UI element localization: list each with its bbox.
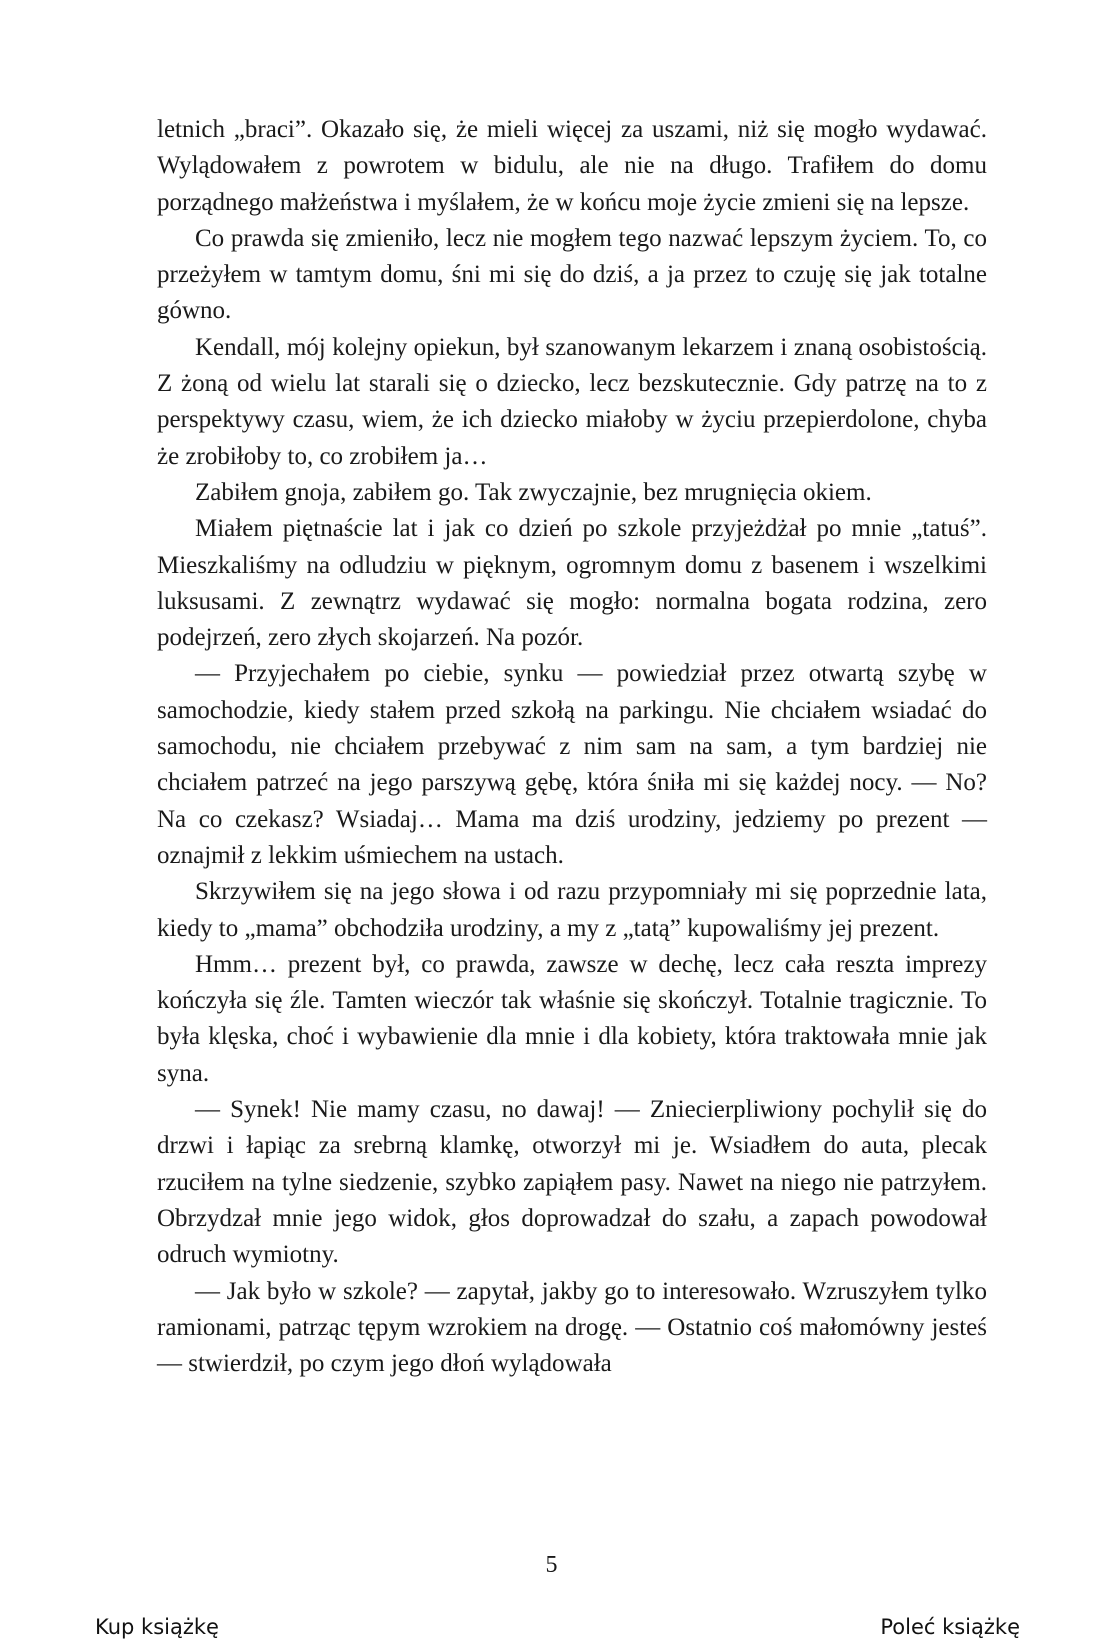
buy-book-link[interactable]: Kup książkę	[95, 1615, 219, 1639]
paragraph-6: — Przyjechałem po ciebie, synku — powiedział przez otwartą szybę w samochodzie, kiedy stałem przed szkołą na parkingu. Nie chciałem wsiadać do samochodu, nie chciałem przebywać z nim sam na sam, a tym bardziej nie chciałem patrzeć na jego parszywą gębę, która śniła mi się każdej nocy. — No? Na co czekasz? Wsiadaj… Mama ma dziś urodziny, jedziemy po prezent — oznajmił z lekkim uśmiechem na ustach.	[157, 660, 987, 869]
paragraph-2: Co prawda się zmieniło, lecz nie mogłem tego nazwać lepszym życiem. To, co przeżyłem w tamtym domu, śni mi się do dziś, a ja przez to czuję się jak totalne gówno.	[157, 224, 987, 325]
paragraph-8: Hmm… prezent był, co prawda, zawsze w dechę, lecz cała reszta imprezy kończyła się źle. Tamten wieczór tak właśnie się skończył. Totalnie tragicznie. To była klęska, choć i wybawienie dla mnie i dla kobiety, która traktowała mnie jak syna.	[157, 950, 987, 1087]
paragraph-7: Skrzywiłem się na jego słowa i od razu przypomniały mi się poprzednie lata, kiedy to „mama” obchodziła urodziny, a my z „tatą” kupowaliśmy jej prezent.	[157, 878, 987, 942]
book-page-text	[157, 112, 987, 1382]
paragraph-10: — Jak było w szkole? — zapytał, jakby go to interesowało. Wzruszyłem tylko ramionami, patrząc tępym wzrokiem na drogę. — Ostatnio coś małomówny jesteś — stwierdził, po czym jego dłoń wylądowała	[157, 1277, 987, 1378]
paragraph-5: Miałem piętnaście lat i jak co dzień po szkole przyjeżdżał po mnie „tatuś”. Mieszkaliśmy na odludziu w pięknym, ogromnym domu z basenem i wszelkimi luksusami. Z zewnątrz wydawać się mogło: normalna bogata rodzina, zero podejrzeń, zero złych skojarzeń. Na pozór.	[157, 515, 987, 652]
page-number: 5	[545, 1552, 558, 1578]
paragraph-9: — Synek! Nie mamy czasu, no dawaj! — Zniecierpliwiony pochylił się do drzwi i łapiąc za srebrną klamkę, otworzył mi je. Wsiadłem do auta, plecak rzuciłem na tylne siedzenie, szybko zapiąłem pasy. Nawet na niego nie patrzyłem. Obrzydzał mnie jego widok, głos doprowadzał do szału, a zapach powodował odruch wymiotny.	[157, 1096, 987, 1269]
paragraph-3: Kendall, mój kolejny opiekun, był szanowanym lekarzem i znaną osobistością. Z żoną od wielu lat starali się o dziecko, lecz bezskutecznie. Gdy patrzę na to z perspektywy czasu, wiem, że ich dziecko miałoby w życiu przepierdolone, chyba że zrobiłoby to, co zrobiłem ja…	[157, 333, 987, 470]
paragraph-1: letnich „braci”. Okazało się, że mieli więcej za uszami, niż się mogło wydawać. Wylądowałem z powrotem w bidulu, ale nie na długo. Trafiłem do domu porządnego małżeństwa i myślałem, że w końcu moje życie zmieni się na lepsze.	[157, 116, 987, 216]
paragraph-4: Zabiłem gnoja, zabiłem go. Tak zwyczajnie, bez mrugnięcia okiem.	[195, 478, 872, 506]
recommend-book-link[interactable]: Poleć książkę	[880, 1615, 1020, 1639]
